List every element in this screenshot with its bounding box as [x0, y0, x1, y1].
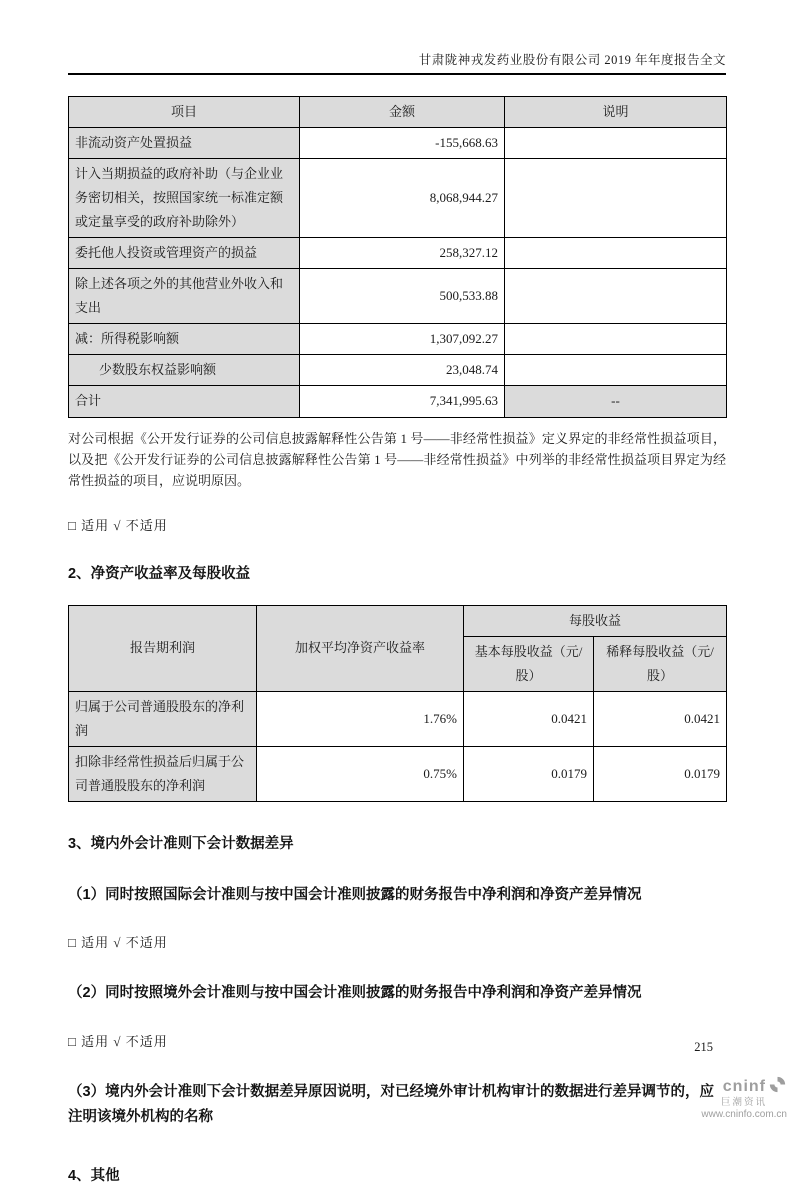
non-recurring-items-table: [68, 96, 727, 418]
amount-cell: 500,533.88: [300, 269, 505, 324]
table-row: [69, 324, 727, 355]
note-cell: [505, 159, 727, 238]
col-header-eps-group: 每股收益: [464, 605, 727, 636]
amount-cell: 258,327.12: [300, 238, 505, 269]
col-header-basic-eps: 基本每股收益（元/股）: [464, 636, 594, 691]
col-header-item: 项目: [69, 97, 300, 128]
basic-eps-cell: 0.0421: [464, 691, 594, 746]
applicable-line-2: □ 适用 √ 不适用: [68, 935, 168, 951]
section-3-sub-1-heading: （1）同时按照国际会计准则与按中国会计准则披露的财务报告中净利润和净资产差异情况: [68, 886, 642, 903]
col-header-note: 说明: [505, 97, 727, 128]
cninfo-swirl-icon: [768, 1076, 787, 1098]
note-cell: [505, 269, 727, 324]
cninfo-url: www.cninfo.com.cn: [701, 1109, 787, 1121]
eps-header-row-1: [69, 605, 727, 636]
total-label-cell: 合计: [69, 386, 300, 417]
report-title: 甘肃陇神戎发药业股份有限公司 2019 年年度报告全文: [418, 53, 726, 67]
diluted-eps-cell: 0.0179: [594, 746, 727, 801]
basic-eps-cell: 0.0179: [464, 746, 594, 801]
total-note-cell: --: [505, 386, 727, 417]
amount-cell: 8,068,944.27: [300, 159, 505, 238]
item-cell: 除上述各项之外的其他营业外收入和支出: [69, 269, 300, 324]
running-header: [68, 50, 726, 75]
amount-cell: 23,048.74: [300, 355, 505, 386]
item-cell: 计入当期损益的政府补助（与企业业务密切相关，按照国家统一标准定额或定量享受的政府补助除外）: [69, 159, 300, 238]
profit-label-cell: 扣除非经常性损益后归属于公司普通股股东的净利润: [69, 746, 257, 801]
table-row: [69, 355, 727, 386]
amount-cell: -155,668.63: [300, 128, 505, 159]
item-cell: 减：所得税影响额: [69, 324, 300, 355]
applicable-line-3: □ 适用 √ 不适用: [68, 1033, 168, 1049]
section-3-sub-3-heading: （3）境内外会计准则下会计数据差异原因说明，对已经境外审计机构审计的数据进行差异调节的，应注明该境外机构的名称: [68, 1083, 715, 1126]
item-cell: 少数股东权益影响额: [69, 355, 300, 386]
table-total-row: [69, 386, 727, 417]
profit-label-cell: 归属于公司普通股股东的净利润: [69, 691, 257, 746]
section-3-sub-2-heading: （2）同时按照境外会计准则与按中国会计准则披露的财务报告中净利润和净资产差异情况: [68, 985, 642, 1002]
explanation-paragraph: 对公司根据《公开发行证券的公司信息披露解释性公告第 1 号——非经常性损益》定义界定的非经常性损益项目，以及把《公开发行证券的公司信息披露解释性公告第 1 号——非经常性损益》中列举的非经常性损益项目界定为经常性损益的项目，应说明原因。: [68, 430, 726, 488]
note-cell: [505, 238, 727, 269]
col-header-amount: 金额: [300, 97, 505, 128]
table-row: [69, 159, 727, 238]
col-header-diluted-eps: 稀释每股收益（元/股）: [594, 636, 727, 691]
cninfo-logo: [701, 1076, 787, 1121]
total-amount-cell: 7,341,995.63: [300, 386, 505, 417]
table-row: [69, 691, 727, 746]
diluted-eps-cell: 0.0421: [594, 691, 727, 746]
section-2-heading: 2、净资产收益率及每股收益: [68, 565, 251, 582]
col-header-weighted-roe: 加权平均净资产收益率: [257, 605, 464, 691]
table-row: [69, 746, 727, 801]
page-number: 215: [694, 1040, 713, 1054]
eps-table: [68, 605, 727, 802]
section-3-heading: 3、境内外会计准则下会计数据差异: [68, 835, 294, 852]
roe-cell: 0.75%: [257, 746, 464, 801]
item-cell: 非流动资产处置损益: [69, 128, 300, 159]
amount-cell: 1,307,092.27: [300, 324, 505, 355]
note-cell: [505, 128, 727, 159]
roe-cell: 1.76%: [257, 691, 464, 746]
table-row: [69, 128, 727, 159]
item-cell: 委托他人投资或管理资产的损益: [69, 238, 300, 269]
table-row: [69, 269, 727, 324]
table-header-row: [69, 97, 727, 128]
applicable-line-1: □ 适用 √ 不适用: [68, 517, 168, 533]
section-4-heading: 4、其他: [68, 1168, 120, 1185]
cninfo-cn-name: 巨潮资讯: [720, 1097, 767, 1109]
note-cell: [505, 324, 727, 355]
note-cell: [505, 355, 727, 386]
cninfo-brand-text: cninf: [722, 1078, 766, 1095]
col-header-report-period-profit: 报告期利润: [69, 605, 257, 691]
table-row: [69, 238, 727, 269]
